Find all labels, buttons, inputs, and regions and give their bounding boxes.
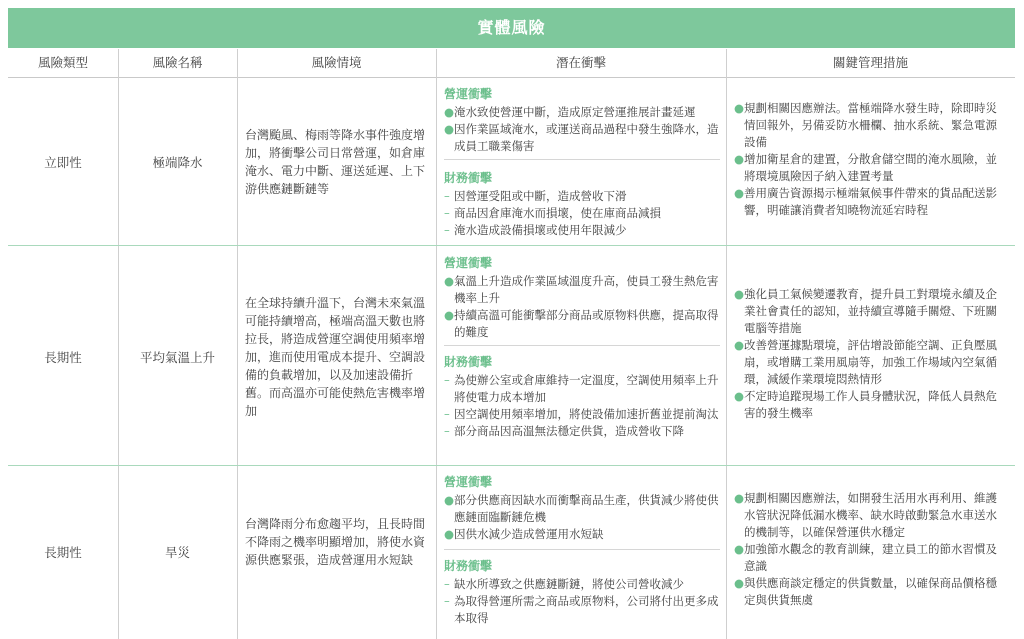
operational-impact-title: 營運衝擊 (444, 87, 493, 101)
row-2-risk-name: 平均氣溫上升 (139, 350, 215, 365)
impact-divider (444, 549, 720, 550)
financial-impact-title: 財務衝擊 (444, 171, 493, 185)
grid-line (436, 49, 437, 639)
impact-bullet: ● 因供水減少造成營運用水短缺 (444, 527, 604, 541)
grid-line (726, 49, 727, 639)
bullet-dot-icon: ● (444, 493, 455, 507)
impact-bullet: ● 氣溫上升造成作業區域溫度升高，使員工發生熱危害機率上升 (444, 274, 719, 305)
row-divider (8, 245, 1015, 246)
impact-bullet: ● 因作業區域淹水，或運送商品過程中發生強降水，造成員工職業傷害 (444, 122, 719, 153)
bullet-dot-icon: ● (444, 527, 455, 541)
measure-item: ● 規劃相關因應辦法。當極端降水發生時，除即時災情回報外，另備妥防水柵欄、抽水系統、緊急電源設備 (734, 101, 997, 149)
header-key-measures: 關鍵管理措施 (726, 49, 1015, 78)
row-3-risk-name: 旱災 (164, 545, 190, 560)
impact-divider (444, 345, 720, 346)
row-2-financial-impact (444, 354, 720, 440)
impact-item: – 為使辦公室或倉庫維持一定溫度，空調使用頻率上升將使電力成本增加 (444, 373, 719, 404)
measure-item: ● 加強節水觀念的教育訓練，建立員工的節水習慣及意識 (734, 542, 997, 573)
row-3-operational-impact (444, 474, 720, 543)
impact-bullet: ● 部分供應商因缺水而衝擊商品生產，供貨減少將使供應鏈面臨斷鏈危機 (444, 493, 719, 524)
measure-item: ● 善用廣告資源揭示極端氣候事件帶來的貨品配送影響，明確讓消費者知曉物流延宕時程 (734, 186, 997, 217)
row-3-risk-type: 長期性 (44, 545, 82, 560)
dash-icon: – (444, 577, 450, 591)
impact-divider (444, 159, 720, 160)
dash-icon: – (444, 189, 450, 203)
dash-icon: – (444, 206, 450, 220)
bullet-dot-icon: ● (734, 186, 745, 200)
header-potential-impact: 潛在衝擊 (436, 49, 726, 78)
impact-item: – 缺水所導致之供應鏈斷鏈，將使公司營收減少 (444, 577, 684, 591)
impact-item: – 為取得營運所需之商品或原物料，公司將付出更多成本取得 (444, 594, 719, 625)
impact-item: – 因營運受阻或中斷，造成營收下滑 (444, 189, 627, 203)
impact-item: – 淹水造成設備損壞或使用年限減少 (444, 223, 627, 237)
grid-line (237, 49, 238, 639)
bullet-dot-icon: ● (734, 152, 745, 166)
row-1-financial-impact (444, 170, 720, 239)
header-risk-scenario: 風險情境 (237, 49, 436, 78)
bullet-dot-icon: ● (734, 542, 745, 556)
measure-item: ● 改善營運據點環境，評估增設節能空調、正負壓風扇，或增購工業用風扇等，加強工作場域內空氣循環，減緩作業環境悶熱情形 (734, 338, 997, 386)
row-1-measures (734, 100, 1008, 219)
row-3-measures (734, 490, 1008, 609)
measure-item: ● 強化員工氣候變遷教育，提升員工對環境永續及企業社會責任的認知，並持續宣導隨手關燈、下班關電腦等措施 (734, 287, 997, 335)
bullet-dot-icon: ● (734, 287, 745, 301)
row-divider (8, 465, 1015, 466)
impact-item: – 部分商品因高溫無法穩定供貨，造成營收下降 (444, 424, 684, 438)
bullet-dot-icon: ● (444, 105, 455, 119)
dash-icon: – (444, 407, 450, 421)
financial-impact-title: 財務衝擊 (444, 559, 493, 573)
dash-icon: – (444, 594, 450, 608)
measure-item: ● 與供應商談定穩定的供貨數量，以確保商品價格穩定與供貨無虞 (734, 576, 997, 607)
bullet-dot-icon: ● (734, 576, 745, 590)
row-1-risk-type: 立即性 (44, 155, 82, 170)
row-1-operational-impact (444, 86, 720, 155)
table-title: 實體風險 (8, 8, 1015, 48)
operational-impact-title: 營運衝擊 (444, 256, 493, 270)
impact-item: – 因空調使用頻率增加，將使設備加速折舊並提前淘汰 (444, 407, 719, 421)
bullet-dot-icon: ● (734, 389, 745, 403)
impact-bullet: ● 淹水致使營運中斷，造成原定營運推展計畫延遲 (444, 105, 696, 119)
bullet-dot-icon: ● (734, 101, 745, 115)
operational-impact-title: 營運衝擊 (444, 475, 493, 489)
row-3-financial-impact (444, 558, 720, 627)
measure-item: ● 增加衛星倉的建置，分散倉儲空間的淹水風險，並將環境風險因子納入建置考量 (734, 152, 997, 183)
bullet-dot-icon: ● (734, 491, 745, 505)
financial-impact-title: 財務衝擊 (444, 355, 493, 369)
dash-icon: – (444, 223, 450, 237)
dash-icon: – (444, 424, 450, 438)
row-2-operational-impact (444, 255, 720, 341)
bullet-dot-icon: ● (444, 308, 455, 322)
measure-item: ● 規劃相關因應辦法，如開發生活用水再利用、維護水管狀況降低漏水機率、缺水時啟動緊急水車送水的機制等，以確保營運供水穩定 (734, 491, 997, 539)
measure-item: ● 不定時追蹤現場工作人員身體狀況，降低人員熱危害的發生機率 (734, 389, 997, 420)
risk-table (8, 8, 1015, 639)
row-1-risk-name: 極端降水 (152, 155, 203, 170)
bullet-dot-icon: ● (444, 122, 455, 136)
row-2-scenario: 在全球持續升溫下，台灣未來氣溫可能持續增高，極端高溫天數也將拉長，將造成營運空調使用頻率增加，進而使用電成本提升、空調設備的負載增加，以及加速設備折舊。而高溫亦可能使熱危害機率增加 (245, 296, 426, 418)
row-3-scenario: 台灣降雨分布愈趨平均，且長時間不降雨之機率明顯增加，將使水資源供應緊張，造成營運用水短缺 (245, 517, 426, 567)
row-1-scenario: 台灣颱風、梅雨等降水事件強度增加，將衝擊公司日常營運，如倉庫淹水、電力中斷、運送延遲、上下游供應鏈斷鏈等 (245, 128, 426, 196)
header-risk-type: 風險類型 (8, 49, 118, 78)
row-2-risk-type: 長期性 (44, 350, 82, 365)
impact-bullet: ● 持續高溫可能衝擊部分商品或原物料供應，提高取得的難度 (444, 308, 719, 339)
bullet-dot-icon: ● (734, 338, 745, 352)
row-2-measures (734, 286, 1008, 422)
bullet-dot-icon: ● (444, 274, 455, 288)
dash-icon: – (444, 373, 450, 387)
header-risk-name: 風險名稱 (118, 49, 237, 78)
impact-item: – 商品因倉庫淹水而損壞，使在庫商品減損 (444, 206, 661, 220)
